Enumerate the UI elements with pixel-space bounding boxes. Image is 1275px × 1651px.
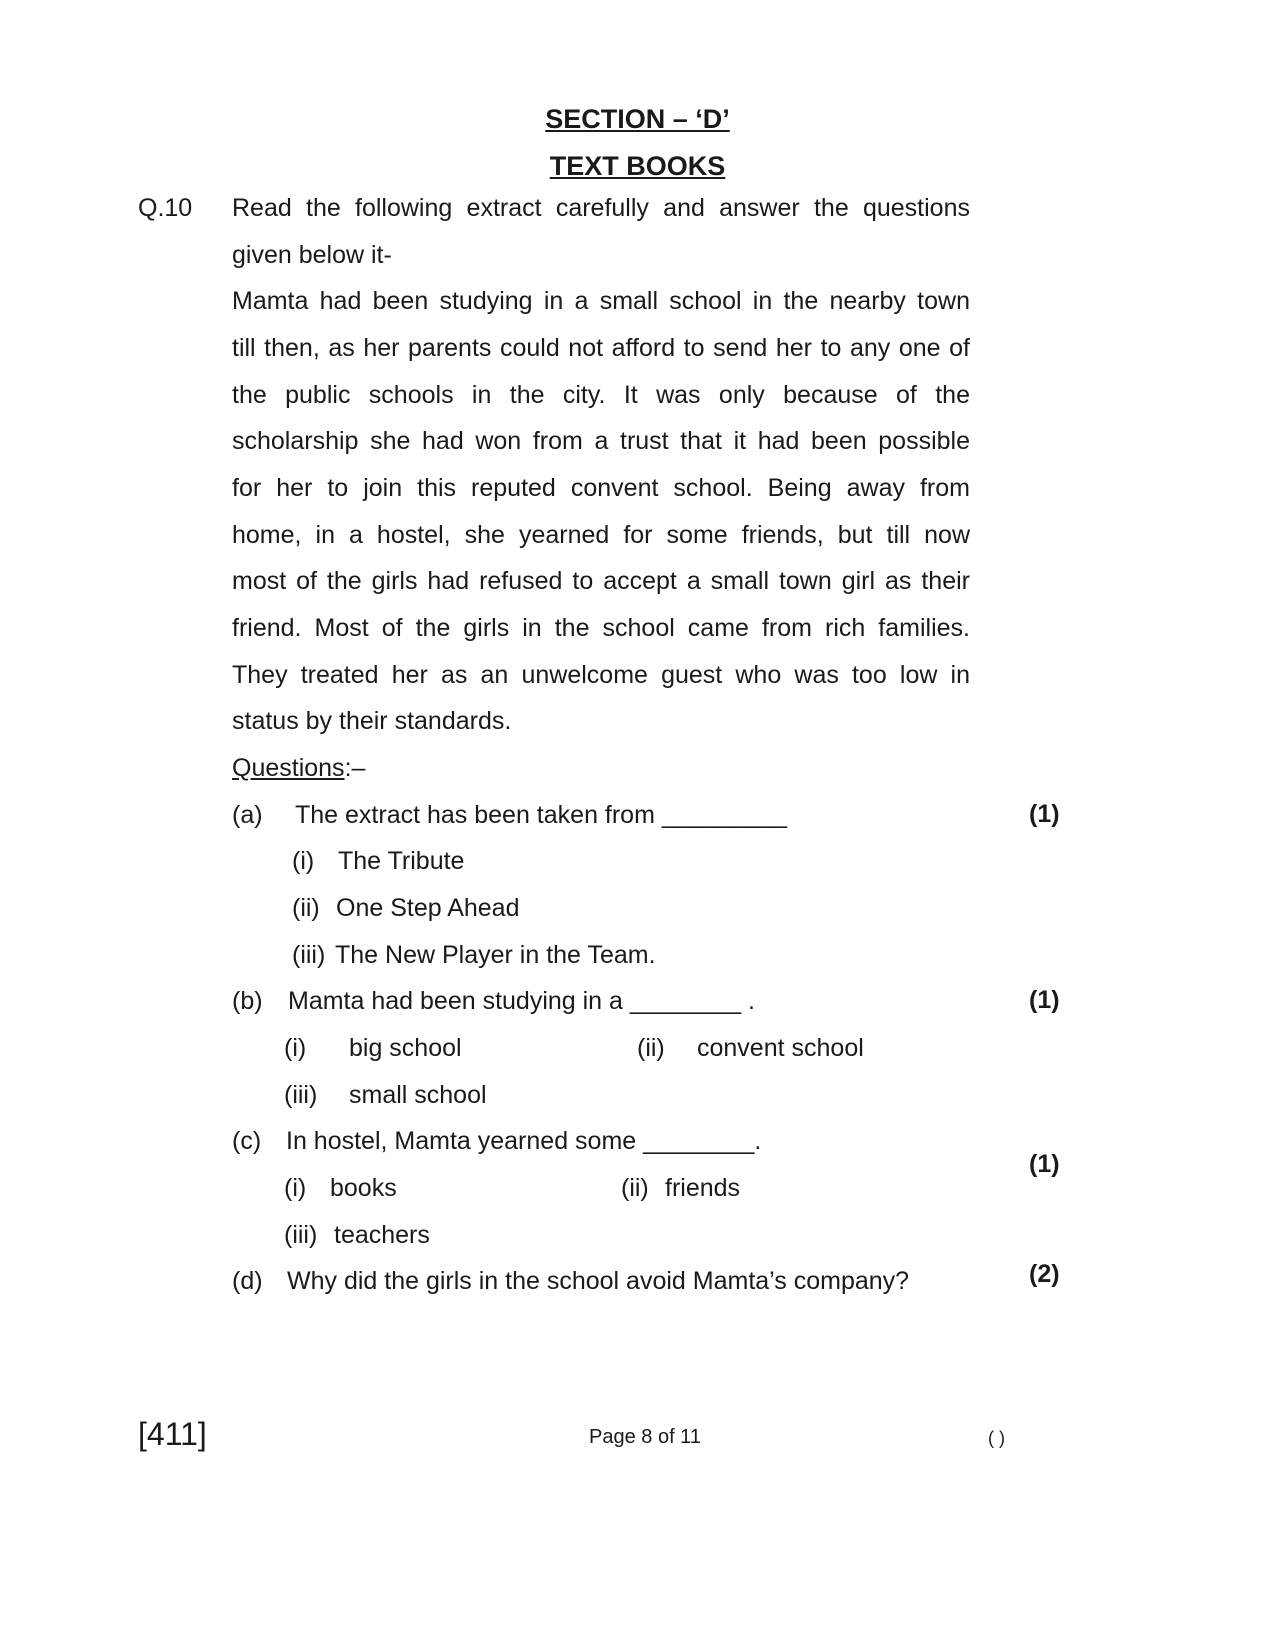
part-b-marks: (1) — [1029, 986, 1060, 1014]
option-number: (iii) — [284, 1221, 318, 1249]
option-number: (iii) — [292, 941, 326, 969]
question-number: Q.10 — [138, 194, 193, 222]
part-c-text: In hostel, Mamta yearned some ________. — [286, 1127, 762, 1155]
instruction-line: given below it- — [232, 241, 392, 269]
option-number: (i) — [292, 847, 315, 875]
passage-line: friend. Most of the girls in the school came from rich families. — [232, 614, 970, 642]
questions-label-suffix: :– — [344, 754, 366, 782]
footer-paren: ( ) — [988, 1428, 1005, 1448]
passage-line: home, in a hostel, she yearned for some friends, but till now — [232, 521, 970, 549]
passage-line: the public schools in the city. It was only because of the — [232, 381, 970, 409]
part-a-marks: (1) — [1029, 800, 1060, 828]
passage-line: for her to join this reputed convent school. Being away from — [232, 474, 970, 502]
part-d-text: Why did the girls in the school avoid Mamta’s company? — [287, 1267, 910, 1295]
option-number: (iii) — [284, 1081, 318, 1109]
questions-heading — [232, 753, 365, 783]
part-c-label: (c) — [232, 1127, 262, 1155]
part-a-text: The extract has been taken from _________ — [295, 801, 787, 829]
option-number: (ii) — [621, 1174, 649, 1202]
page-number: Page 8 of 11 — [589, 1426, 701, 1448]
passage-line: scholarship she had won from a trust that it had been possible — [232, 427, 970, 455]
option-number: (i) — [284, 1034, 307, 1062]
passage-line: till then, as her parents could not afford to send her to any one of — [232, 334, 970, 362]
part-a-label: (a) — [232, 801, 263, 829]
option-number: (i) — [284, 1174, 307, 1202]
option-number: (ii) — [637, 1034, 665, 1062]
option-text: convent school — [697, 1034, 864, 1062]
option-text: teachers — [334, 1221, 430, 1249]
passage-line: most of the girls had refused to accept a small town girl as their — [232, 567, 970, 595]
passage-line: status by their standards. — [232, 707, 512, 735]
section-subtitle: TEXT BOOKS — [549, 151, 726, 181]
option-text: The Tribute — [338, 847, 465, 875]
option-text: One Step Ahead — [336, 894, 520, 922]
option-number: (ii) — [292, 894, 320, 922]
passage-line: Mamta had been studying in a small school in the nearby town — [232, 287, 970, 315]
option-text: The New Player in the Team. — [335, 941, 656, 969]
option-text: small school — [349, 1081, 487, 1109]
part-c-marks: (1) — [1029, 1150, 1060, 1178]
part-b-text: Mamta had been studying in a ________ . — [288, 987, 756, 1015]
instruction-line: Read the following extract carefully and answer the questions — [232, 194, 970, 222]
part-d-marks: (2) — [1029, 1260, 1060, 1288]
part-d-label: (d) — [232, 1267, 263, 1295]
paper-code: [411] — [138, 1416, 207, 1452]
option-text: books — [330, 1174, 397, 1202]
option-text: big school — [349, 1034, 462, 1062]
passage-line: They treated her as an unwelcome guest who was too low in — [232, 661, 970, 689]
part-b-label: (b) — [232, 987, 263, 1015]
section-title: SECTION – ‘D’ — [545, 104, 730, 134]
option-text: friends — [665, 1174, 741, 1202]
questions-label: Questions — [232, 754, 345, 782]
